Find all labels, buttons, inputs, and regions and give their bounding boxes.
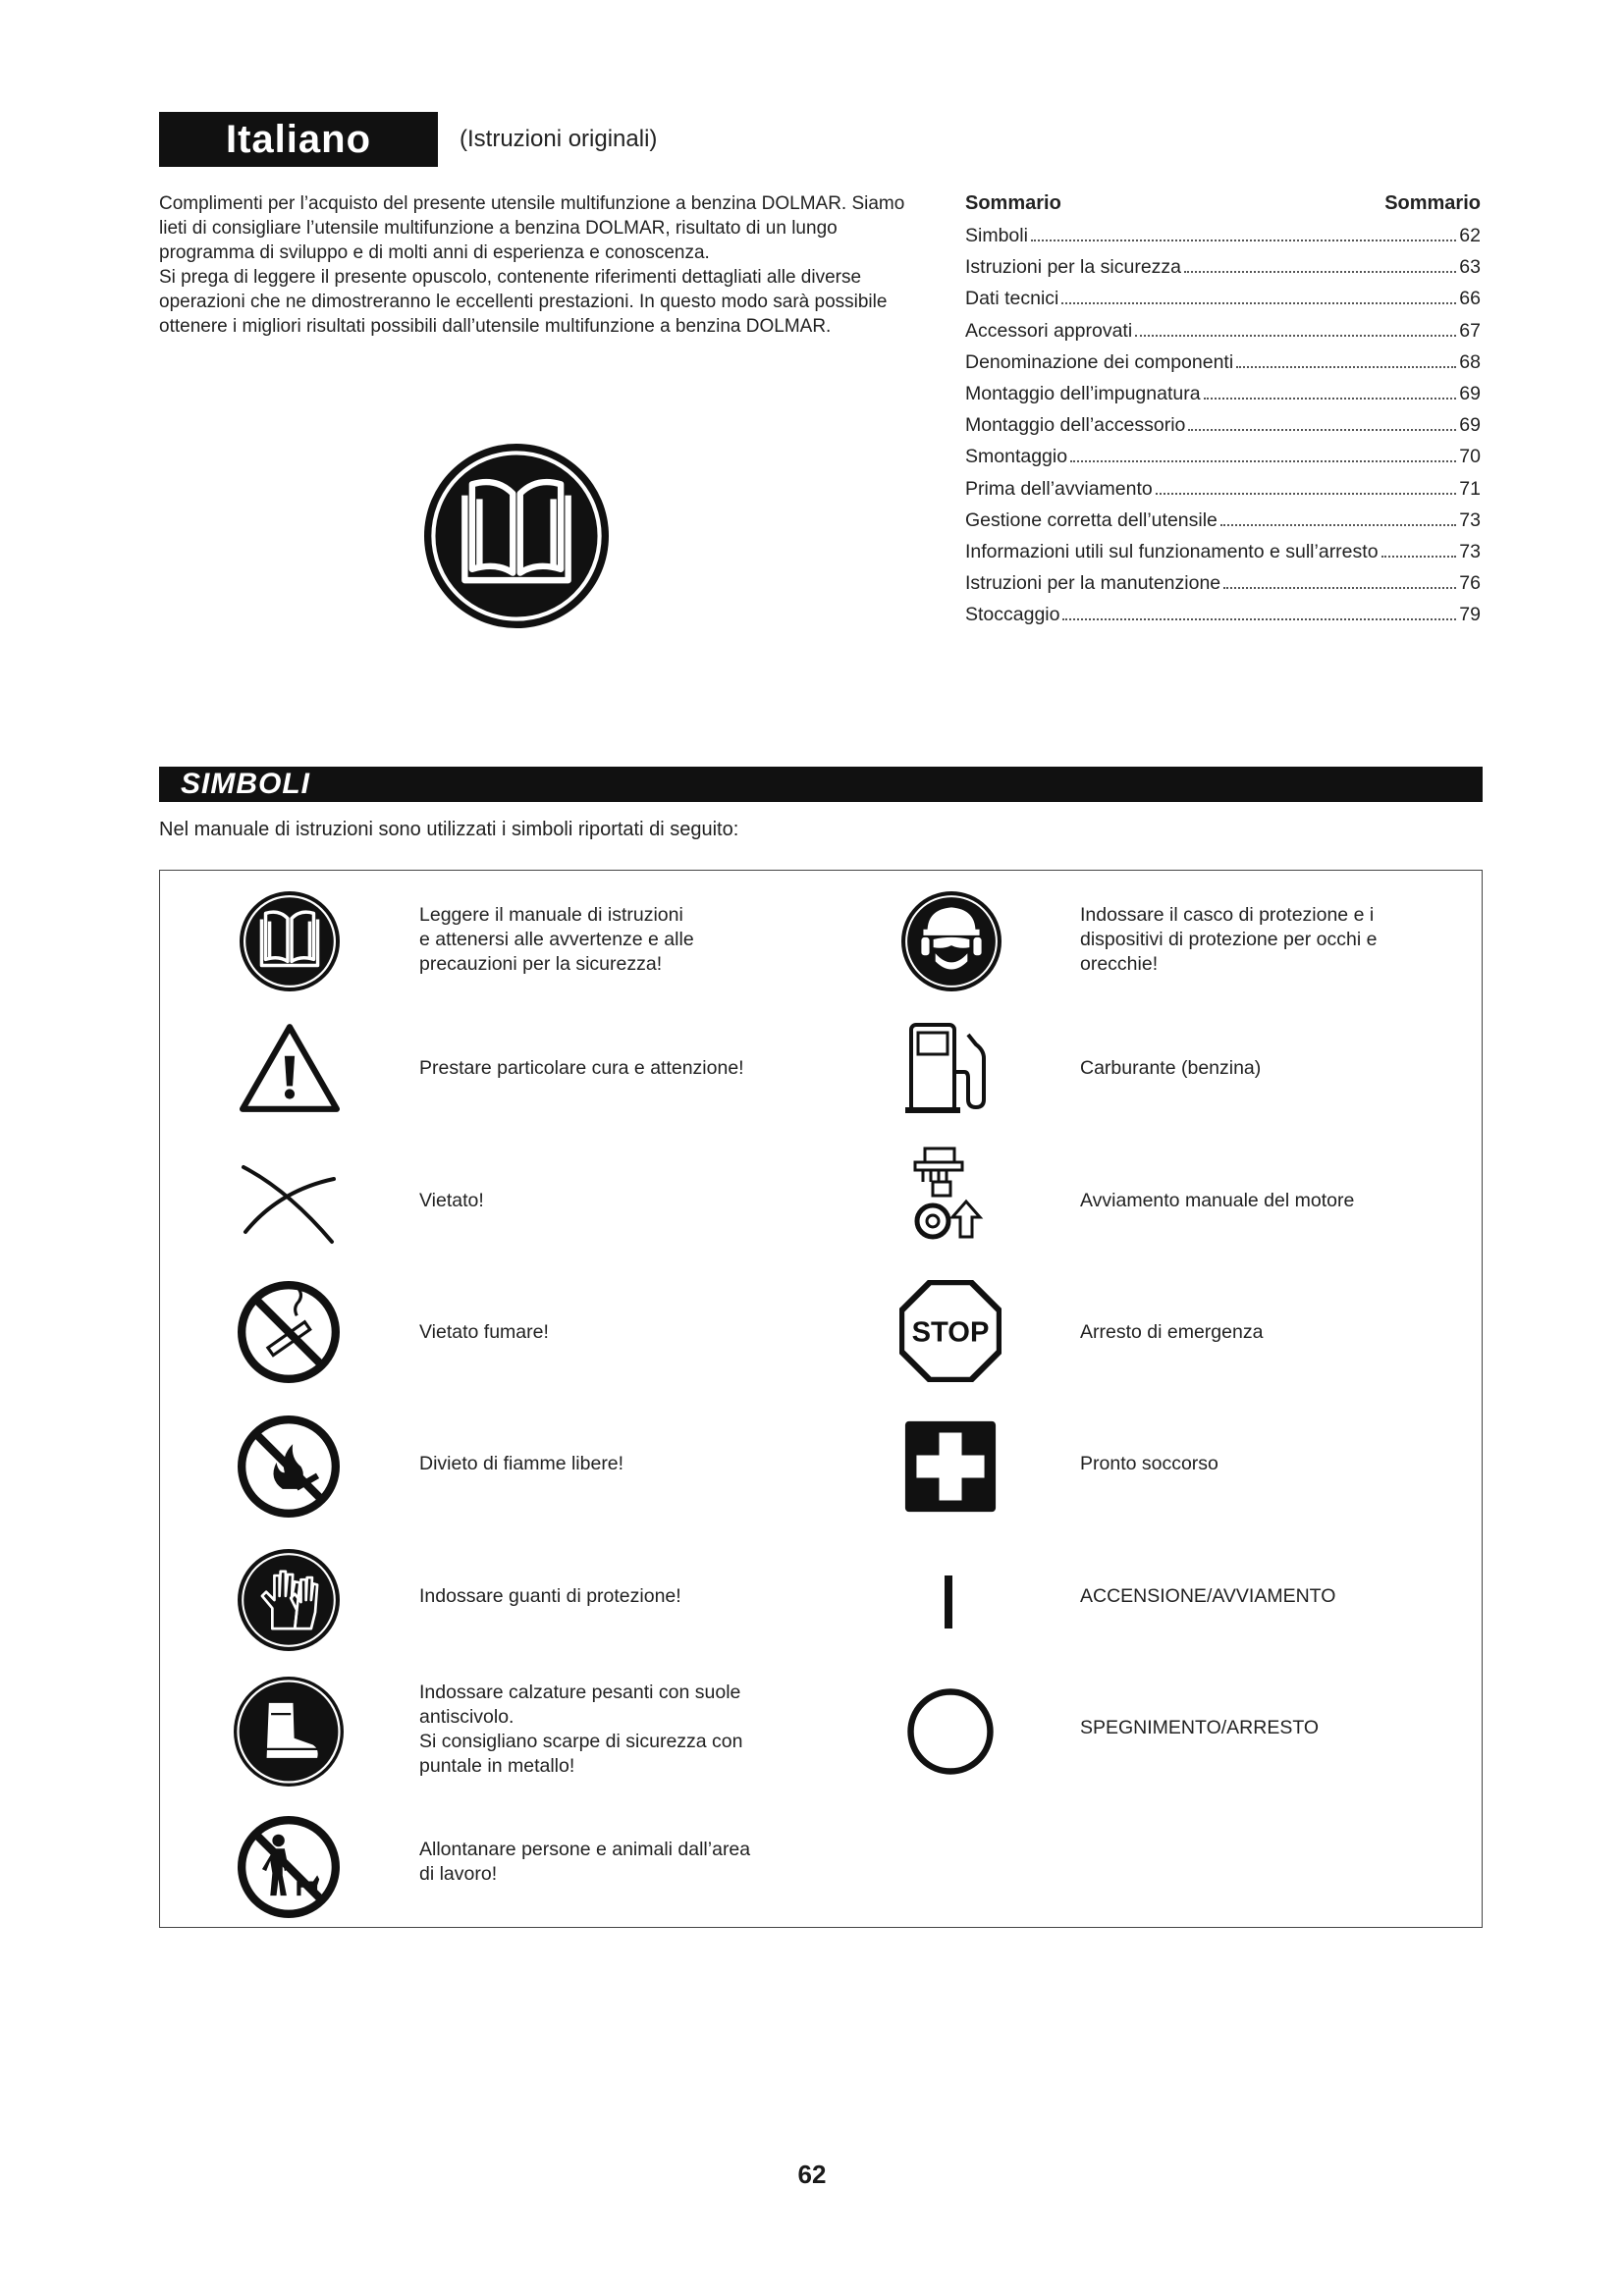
symbol-description [419,1056,744,1081]
toc-label: Informazioni utili sul funzionamento e sull’arresto [965,540,1379,562]
description-line: Indossare guanti di protezione! [419,1585,681,1607]
toc-page: 70 [1459,446,1481,468]
safety-boots-icon [234,1677,344,1787]
toc-label: Denominazione dei componenti [965,350,1234,373]
description-line: Divieto di fiamme libere! [419,1453,624,1474]
toc-label: Simboli [965,225,1028,246]
toc-leader [1381,556,1457,558]
warning-triangle-icon [240,1024,340,1112]
description-line: Indossare calzature pesanti con suole [419,1682,741,1703]
toc-header [965,192,1481,215]
toc-page: 71 [1459,477,1481,500]
protective-gloves-icon [238,1549,340,1651]
toc-heading-right: Sommario [1384,192,1481,214]
symbol-description [1080,1320,1263,1345]
stop-label: STOP [911,1316,990,1349]
description-line: SPEGNIMENTO/ARRESTO [1080,1717,1320,1738]
toc-row[interactable] [965,256,1481,288]
toc-heading-left: Sommario [965,192,1061,214]
description-line: Allontanare persone e animali dall’area [419,1839,751,1860]
toc-label: Accessori approvati [965,319,1133,342]
toc-row[interactable] [965,383,1481,414]
no-smoking-icon [238,1281,340,1383]
toc-page: 67 [1459,319,1481,342]
description-line: ACCENSIONE/AVVIAMENTO [1080,1585,1336,1607]
toc-leader [1061,302,1456,304]
stop-sign-icon [899,1280,1001,1382]
toc-leader [1204,398,1457,400]
symbol-description [419,1320,549,1345]
description-line: Arresto di emergenza [1080,1321,1264,1343]
description-line: Avviamento manuale del motore [1080,1190,1355,1211]
symbol-description [419,1681,871,1779]
on-start-bar-icon [945,1575,952,1629]
toc-page: 68 [1459,350,1481,373]
toc-row[interactable] [965,541,1481,572]
language-badge [159,112,438,167]
section-title: SIMBOLI [181,768,310,800]
manual-engine-start-icon [911,1147,988,1241]
section-intro: Nel manuale di istruzioni sono utilizzati i simboli riportati di seguito: [159,819,739,840]
toc-leader [1135,335,1456,337]
page-number: 62 [797,2160,827,2189]
forbidden-cross-icon [240,1161,338,1245]
document-subtitle: (Istruzioni originali) [460,126,658,152]
toc-page: 66 [1459,288,1481,310]
toc-page: 73 [1459,508,1481,531]
description-line: precauzioni per la sicurezza! [419,953,663,975]
first-aid-cross-icon [903,1419,998,1514]
toc-row[interactable] [965,604,1481,635]
toc-row[interactable] [965,288,1481,319]
description-line: Indossare il casco di protezione e i [1080,904,1375,926]
description-line: Carburante (benzina) [1080,1057,1262,1079]
symbol-description [419,1584,681,1609]
toc-page: 63 [1459,256,1481,279]
toc-label: Montaggio dell’accessorio [965,414,1186,437]
language-title: Italiano [225,117,372,161]
toc-row[interactable] [965,572,1481,604]
symbol-description [1080,1452,1218,1476]
toc-row[interactable] [965,414,1481,446]
description-line: Si consigliano scarpe di sicurezza con [419,1731,743,1752]
toc-row[interactable] [965,446,1481,477]
toc-page: 79 [1459,604,1481,626]
symbol-description [1080,903,1453,977]
toc-leader [1062,618,1456,620]
toc-label: Istruzioni per la sicurezza [965,256,1182,279]
description-line: orecchie! [1080,953,1159,975]
description-line: e attenersi alle avvertenze e alle [419,929,694,950]
toc-leader [1236,366,1456,368]
intro-text [159,191,905,339]
description-line: Pronto soccorso [1080,1453,1218,1474]
toc-page: 69 [1459,414,1481,437]
toc-page: 73 [1459,540,1481,562]
helmet-goggles-earmuffs-icon [901,891,1001,991]
toc-row[interactable] [965,478,1481,509]
symbol-description [419,903,871,977]
description-line: di lavoro! [419,1863,498,1885]
description-line: antiscivolo. [419,1706,514,1728]
intro-paragraph-2: Si prega di leggere il presente opuscolo, contenente riferimenti dettagliati alle diverse operazioni che ne dimostreranno le eccellenti prestazioni. In questo modo sarà possibile ottenere i migliori risultati possibili dall’utensile multifunzione a benzina DOLMAR. [159,267,888,337]
toc-leader [1156,493,1457,495]
symbol-description [1080,1189,1354,1213]
toc-label: Stoccaggio [965,604,1060,626]
symbol-description [419,1189,484,1213]
section-header-bar [159,767,1483,802]
read-manual-large-icon [424,444,609,628]
toc-leader [1188,429,1456,431]
symbol-description [1080,1716,1319,1740]
toc-label: Montaggio dell’impugnatura [965,382,1201,404]
description-line: dispositivi di protezione per occhi e [1080,929,1378,950]
toc-leader [1031,240,1456,241]
toc-leader [1220,524,1456,526]
keep-away-persons-animals-icon [238,1816,340,1918]
toc-label: Gestione corretta dell’utensile [965,508,1218,531]
toc-label: Dati tecnici [965,288,1059,310]
no-open-flame-icon [238,1415,340,1518]
intro-paragraph-1: Complimenti per l’acquisto del presente utensile multifunzione a benzina DOLMAR. Siamo lieti di consigliare l’utensile multifunzione a benzina DOLMAR, risultato di un lungo programma di sviluppo e di molti anni di esperienza e conoscenza. [159,193,905,263]
description-line: Prestare particolare cura e attenzione! [419,1057,744,1079]
toc-page: 76 [1459,572,1481,595]
toc-leader [1223,587,1456,589]
toc-label: Istruzioni per la manutenzione [965,572,1221,595]
toc-row[interactable] [965,320,1481,351]
toc-label: Prima dell’avviamento [965,477,1153,500]
toc-leader [1184,271,1456,273]
description-line: Vietato fumare! [419,1321,549,1343]
symbol-description [1080,1584,1335,1609]
toc-page: 69 [1459,382,1481,404]
table-of-contents [965,192,1481,635]
fuel-pump-icon [905,1021,996,1115]
read-manual-icon [240,891,340,991]
symbol-description [419,1452,623,1476]
symbol-description [1080,1056,1261,1081]
toc-row[interactable] [965,509,1481,541]
toc-row[interactable] [965,225,1481,256]
description-line: Leggere il manuale di istruzioni [419,904,683,926]
description-line: puntale in metallo! [419,1755,575,1777]
off-circle-icon [905,1686,996,1777]
toc-page: 62 [1459,225,1481,246]
symbol-description [419,1838,871,1887]
toc-label: Smontaggio [965,446,1068,468]
description-line: Vietato! [419,1190,484,1211]
toc-row[interactable] [965,351,1481,383]
toc-leader [1070,460,1456,462]
